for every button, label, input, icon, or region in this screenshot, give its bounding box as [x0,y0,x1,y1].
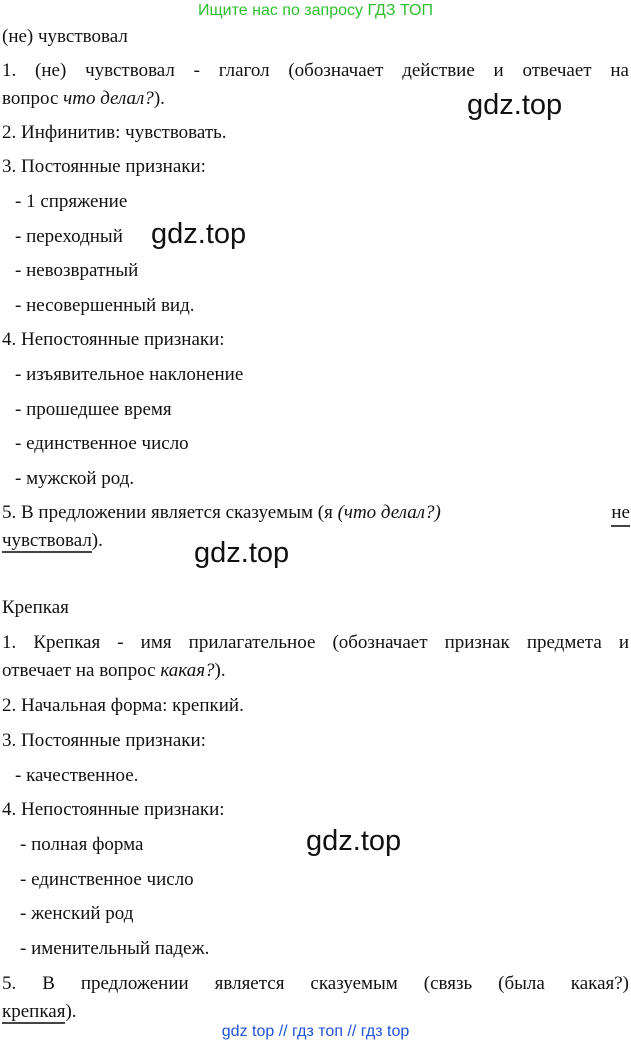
section1-p4: 4. Непостоянные признаки: [2,329,225,350]
section1-var-item: - мужской род. [15,468,135,489]
section1-const-item: - 1 спряжение [15,191,128,212]
section2-var-item: - единственное число [20,869,194,890]
bottom-banner: gdz top // гдз топ // гдз top [221,1023,410,1040]
top-banner: Ищите нас по запросу ГДЗ ТОП [198,2,433,19]
section2-var-item: - именительный падеж. [20,938,210,959]
section2-var-item: - полная форма [20,834,144,855]
section2-const-item: - качественное. [15,765,139,786]
section2-p1-line2: отвечает на вопрос какая?). [2,660,226,681]
section2-var-item: - женский род [20,903,134,924]
section2-p1-line1: 1. Крепкая - имя прилагательное (обозначает признак предмета и [2,632,629,653]
section1-var-item: - изъявительное наклонение [15,364,244,385]
section2-p5-line2: крепкая). [2,1001,77,1022]
section1-p2: 2. Инфинитив: чувствовать. [2,122,227,143]
section1-var-item: - единственное число [15,433,189,454]
section1-p5-line2: чувствовал). [2,530,103,551]
section1-p1-line2: вопрос что делал?). [2,88,165,109]
section1-const-item: - невозвратный [15,260,139,281]
section1-var-item: - прошедшее время [15,399,172,420]
section2-p3: 3. Постоянные признаки: [2,730,206,751]
section2-title: Крепкая [2,597,69,618]
section1-title: (не) чувствовал [2,26,128,47]
section2-p2: 2. Начальная форма: крепкий. [2,695,244,716]
watermark: gdz.top [467,89,563,121]
section1-p3: 3. Постоянные признаки: [2,156,206,177]
section1-p1-line1: 1. (не) чувствовал - глагол (обозначает действие и отвечает на [2,60,629,81]
section1-const-item: - несовершенный вид. [15,295,195,316]
section2-p5-line1: 5. В предложении является сказуемым (связь (была какая?) [2,973,629,994]
watermark: gdz.top [306,825,402,857]
section2-p4: 4. Непостоянные признаки: [2,799,225,820]
section1-const-item: - переходный [15,226,123,247]
watermark: gdz.top [194,537,290,569]
section1-p5-line1: 5. В предложении является сказуемым (я (что делал?) не [2,501,630,525]
watermark: gdz.top [151,218,247,250]
